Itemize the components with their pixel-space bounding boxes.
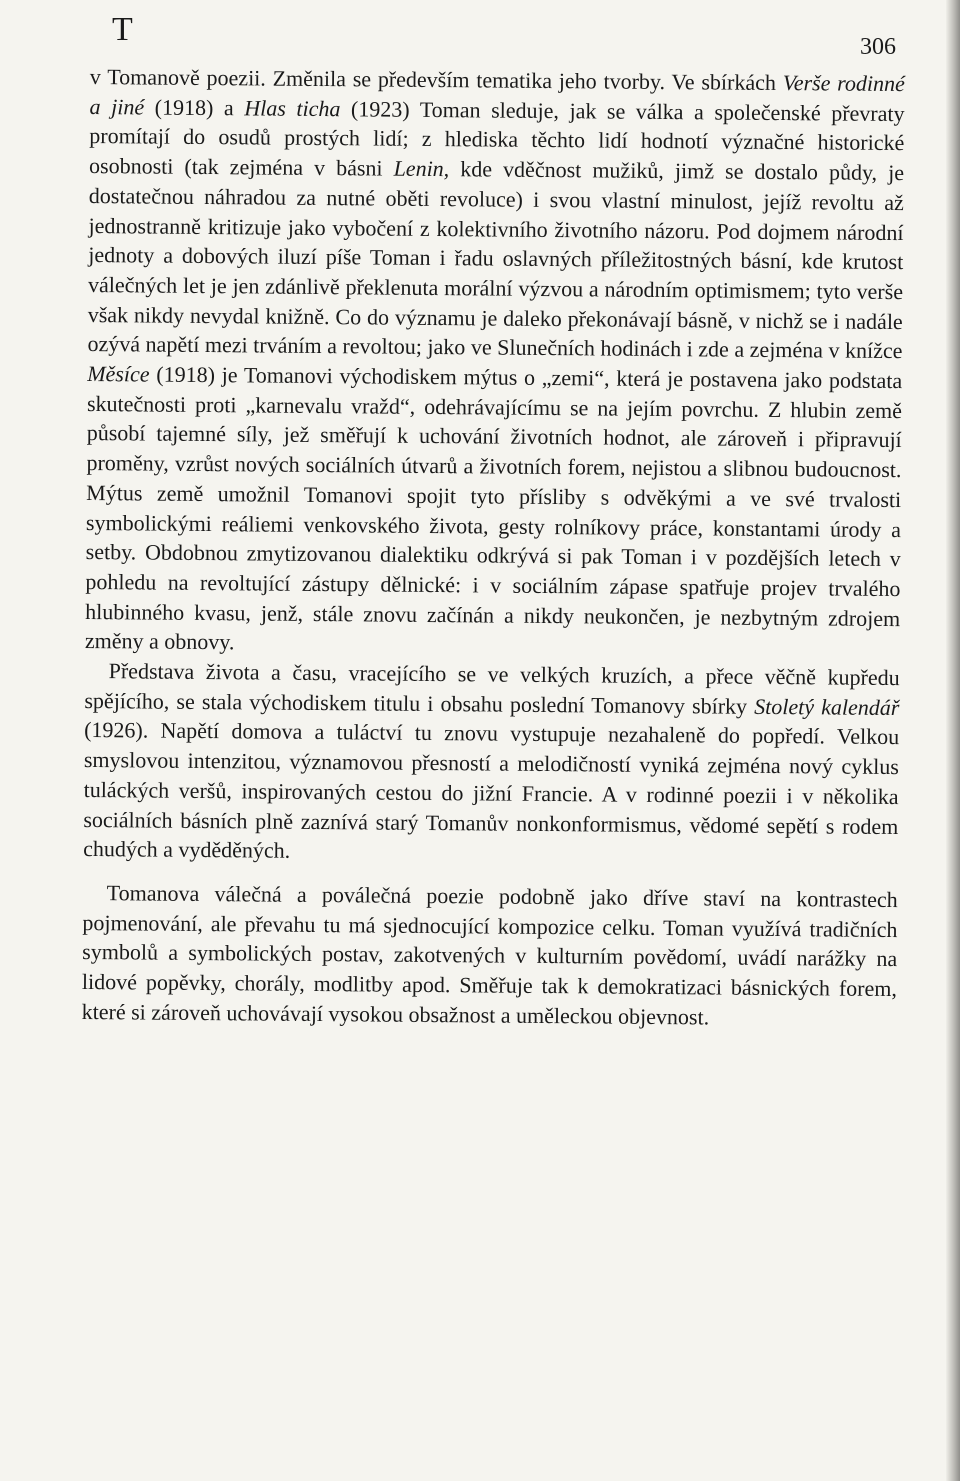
text-segment: v Tomanově poezii. Změnila se především tematika jeho tvorby. Ve sbírkách: [89, 63, 783, 96]
paragraph-2: [83, 656, 900, 871]
book-title-verse-rodinne: Verše rodinné a jiné: [89, 70, 905, 120]
text-segment: kde vděčnost mužiků, jimž se dostalo půdy, je dostatečnou náhradou za nutné oběti revoluce) i svou vlastní minulost, jejíž revoltu až jednostranně kritizuje jako vybočení z kolektivního životního názoru. Pod dojmem národní jednoty a dobových iluzí píše Toman i řadu oslavných příležitostných básní, kde krutost válečných let je jen zdánlivě překlenuta morální výzvou a národním optimismem; tyto verše však nikdy nevydal knižně. Co do významu je daleko překonávají básně, v nichž se i nadále ozývá napětí mezi trváním a revoltou; jako ve Slunečních hodinách i zde a zejména v knížce: [87, 156, 905, 364]
text-segment: Tomanova válečná a poválečná poezie podobně jako dříve staví na kontrastech pojmenování, ale převahu tu má sjednocující kompozice celku. Toman využívá tradičních symbolů a symbolických postav, zakotvených v kulturním povědomí, uvádí narážky na lidové popěvky, chorály, modlitby apod. Směřuje tak k demokratizaci básnických forem, které si zároveň uchovávají vysokou obsažnost a uměleckou objevnost.: [81, 880, 898, 1030]
page-number: 306: [860, 34, 896, 60]
text-segment: Představa života a času, vracejícího se ve velkých kruzích, a přece věčně kupředu spějícího, se stala východiskem titulu i obsahu poslední Tomanovy sbírky: [84, 658, 900, 719]
text-segment: (1926). Napětí domova a tuláctví tu znovu vystupuje nezahaleně do popředí. Velkou smyslovou intenzitou, významovou přesností a melodičností vyniká zejména nový cyklus tuláckých veršů, inspirovaných cestou do jižní Francie. A v rodinné poezii i v několika sociálních básních plně zaznívá starý Tomanův nonkonformismus, vědomé sepětí s rodem chudých a vyděděných.: [83, 717, 900, 864]
text-segment: (1918) a: [144, 94, 245, 121]
body-text: [82, 62, 905, 1034]
paragraph-1: [85, 62, 905, 663]
paragraph-3: [82, 878, 898, 1034]
book-title-hlas-ticha: Hlas ticha: [244, 95, 341, 121]
text-segment: (1918) je Tomanovi východiskem mýtus o „zemi“, která je postavena jako podstata skutečnosti proti „karnevalu vražd“, odehrávajícímu se na jejím povrchu. Z hlubin země působí tajemné síly, jež směřují k uchování životních hodnot, ale zároveň i připravují proměny, vzrůst nových sociálních útvarů a životních forem, nejistou a slibnou budoucnost. Mýtus země umožnil Tomanovi spojit tyto přísliby s odvěkými a ve své trvalosti symbolickými reáliemi venkovského života, gesty rolníkovy práce, konstantami úrody a setby. Obdobnou zmytizovanou dialektiku odkrývá si pak Toman i v pozdějších letech v pohledu na revoltující zástupy dělnické: i v sociálním zápase spatřuje projev trvalého hlubinného kvasu, jenž, stále znovu začínán a nikdy neukončen, je nezbytným zdrojem změny a obnovy.: [84, 361, 903, 655]
running-head-letter: T: [112, 11, 133, 48]
poem-title-lenin: Lenin,: [393, 155, 450, 182]
book-title-stolety-kalendar: Stoletý kalendář: [754, 693, 900, 720]
page-edge-shadow: [946, 0, 960, 1481]
text-segment: (1923) Toman sleduje, jak se válka a společenské převraty promítají do osudů prostých lidí; z hlediska těchto lidí hodnotí význačné historické osobnosti (tak zejména v básni: [88, 95, 905, 181]
book-title-mesice: Měsíce: [87, 361, 150, 387]
